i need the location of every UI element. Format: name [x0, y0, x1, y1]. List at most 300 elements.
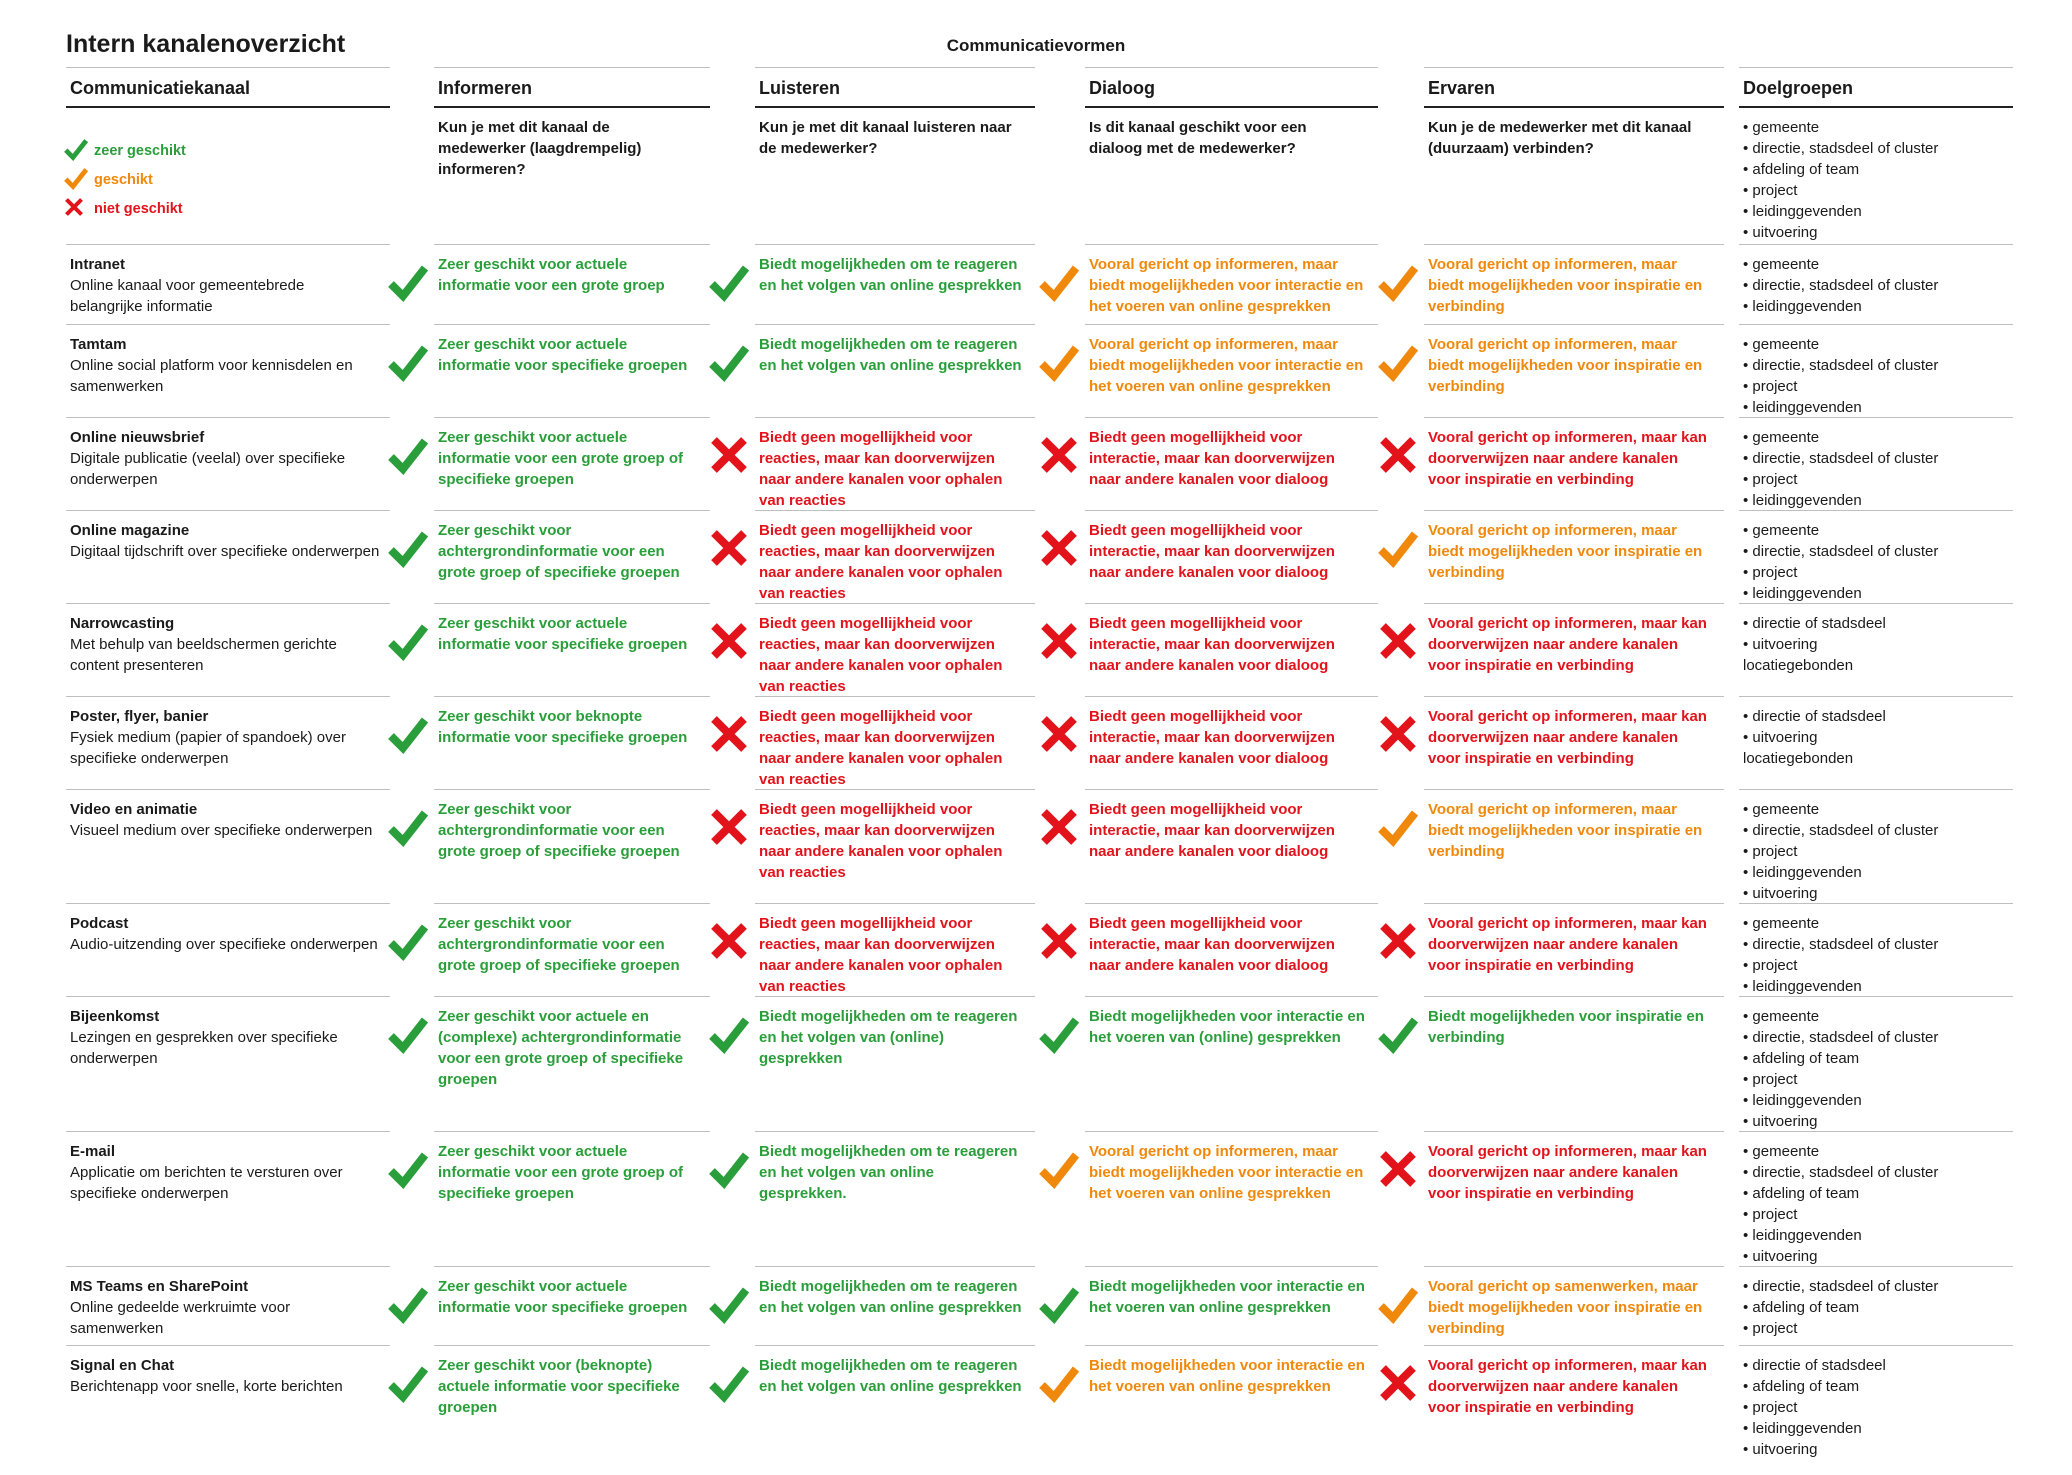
check-icon: [1378, 807, 1418, 852]
audience-item: • project: [1743, 471, 1798, 488]
group-header: Communicatievormen: [946, 36, 1126, 55]
assessment-text: Vooral gericht op informeren, maar kan doorverwijzen naar andere kanalen voor inspiratie en verbinding: [1428, 1357, 1707, 1416]
row-divider: [66, 789, 390, 790]
assessment-text: Biedt mogelijkheden voor inspiratie en verbinding: [1428, 1008, 1704, 1046]
assessment-text: Vooral gericht op informeren, maar kan doorverwijzen naar andere kanalen voor inspiratie en verbinding: [1428, 429, 1707, 488]
page-title: Intern kanalenoverzicht: [66, 30, 346, 58]
channel-name: Bijeenkomst: [70, 1008, 160, 1025]
audience-list: [1743, 1141, 2009, 1267]
check-icon: [1378, 1014, 1418, 1059]
audience-item: • gemeente: [1743, 256, 1820, 273]
assessment-text: Biedt mogelijkheden om te reageren en het volgen van online gesprekken: [759, 1357, 1022, 1395]
column-header: Doelgroepen: [1739, 67, 2013, 108]
cross-icon: [709, 435, 749, 480]
assessment-text: Vooral gericht op informeren, maar biedt mogelijkheden voor inspiratie en verbinding: [1428, 522, 1703, 581]
check-icon: [1378, 528, 1418, 573]
row-divider: [1739, 603, 2013, 604]
channel-name: Intranet: [70, 256, 126, 273]
row-divider: [434, 244, 710, 245]
assessment-text: Biedt geen mogellijkheid voor reacties, maar kan doorverwijzen naar andere kanalen voor ophalen van reacties: [759, 708, 1003, 788]
row-divider: [1424, 1345, 1724, 1346]
check-icon: [388, 807, 428, 852]
check-icon: [388, 714, 428, 759]
row-divider: [1085, 1266, 1378, 1267]
channel-row: [0, 603, 2072, 696]
check-icon: [388, 921, 428, 966]
audience-list: [1743, 520, 2009, 604]
column-header: Luisteren: [755, 67, 1035, 108]
audience-item: • leidinggevenden: [1743, 864, 1862, 881]
cross-icon: [1378, 435, 1418, 480]
row-divider: [434, 903, 710, 904]
cross-icon: [709, 528, 749, 573]
channel-cell: [70, 1141, 380, 1204]
legend: [64, 136, 186, 223]
cross-icon: [1039, 714, 1079, 759]
assessment-text: Biedt geen mogellijkheid voor interactie, maar kan doorverwijzen naar andere kanalen voor dialoog: [1089, 801, 1335, 860]
column-header: Dialoog: [1085, 67, 1378, 108]
channel-description: Audio-uitzending over specifieke onderwerpen: [70, 936, 378, 953]
row-divider: [434, 510, 710, 511]
audience-list: [1743, 254, 2009, 317]
channel-name: Online magazine: [70, 522, 190, 539]
audience-item: • gemeente: [1743, 429, 1820, 446]
assessment-text: Zeer geschikt voor actuele informatie voor specifieke groepen: [438, 615, 688, 653]
audience-item: • leidinggevenden: [1743, 1420, 1862, 1437]
audience-item: • afdeling of team: [1743, 1378, 1860, 1395]
check-icon: [64, 137, 94, 165]
audience-item: • leidinggevenden: [1743, 298, 1862, 315]
row-divider: [1424, 696, 1724, 697]
row-divider: [1085, 696, 1378, 697]
row-divider: [1085, 1345, 1378, 1346]
audience-item: • project: [1743, 1320, 1798, 1337]
channel-row: [0, 789, 2072, 903]
row-divider: [755, 324, 1035, 325]
channel-name: Poster, flyer, banier: [70, 708, 209, 725]
row-divider: [1739, 903, 2013, 904]
audience-item: • uitvoering: [1743, 885, 1818, 902]
row-divider: [1085, 789, 1378, 790]
cross-icon: [1039, 921, 1079, 966]
audience-item: • afdeling of team: [1743, 1050, 1860, 1067]
audience-item: • directie, stadsdeel of cluster: [1743, 1029, 1939, 1046]
row-divider: [434, 789, 710, 790]
assessment-text: Vooral gericht op informeren, maar kan doorverwijzen naar andere kanalen voor inspiratie en verbinding: [1428, 708, 1707, 767]
channel-name: Tamtam: [70, 336, 127, 353]
row-divider: [1085, 996, 1378, 997]
audience-item: • project: [1743, 957, 1798, 974]
assessment-text: Zeer geschikt voor achtergrondinformatie voor een grote groep of specifieke groepen: [438, 915, 680, 974]
channel-row: [0, 510, 2072, 603]
row-divider: [755, 244, 1035, 245]
assessment-text: Zeer geschikt voor actuele informatie voor specifieke groepen: [438, 336, 688, 374]
cross-icon: [1039, 621, 1079, 666]
channel-description: Berichtenapp voor snelle, korte berichten: [70, 1378, 343, 1395]
check-icon: [388, 1363, 428, 1408]
audience-item: • leidinggevenden: [1743, 585, 1862, 602]
channel-row: [0, 903, 2072, 996]
row-divider: [755, 996, 1035, 997]
row-divider: [1739, 244, 2013, 245]
audience-item: • uitvoering: [1743, 1113, 1818, 1130]
check-icon: [1378, 262, 1418, 307]
audience-item: • gemeente: [1743, 915, 1820, 932]
row-divider: [1739, 510, 2013, 511]
audience-item: • directie of stadsdeel: [1743, 615, 1886, 632]
assessment-text: Vooral gericht op informeren, maar kan doorverwijzen naar andere kanalen voor inspiratie en verbinding: [1428, 615, 1707, 674]
assessment-text: Vooral gericht op informeren, maar biedt mogelijkheden voor interactie en het voeren van online gesprekken: [1089, 256, 1364, 315]
channel-name: MS Teams en SharePoint: [70, 1278, 249, 1295]
row-divider: [66, 996, 390, 997]
assessment-text: Biedt mogelijkheden voor interactie en het voeren van online gesprekken: [1089, 1357, 1365, 1395]
row-divider: [755, 1131, 1035, 1132]
row-divider: [1739, 1266, 2013, 1267]
audience-item: • project: [1743, 378, 1798, 395]
audience-item: • project: [1743, 1206, 1798, 1223]
audience-item: • directie, stadsdeel of cluster: [1743, 450, 1939, 467]
cross-icon: [1039, 528, 1079, 573]
audience-item: • directie of stadsdeel: [1743, 1357, 1886, 1374]
assessment-text: Vooral gericht op samenwerken, maar biedt mogelijkheden voor inspiratie en verbinding: [1428, 1278, 1703, 1337]
audience-list: [1743, 1006, 2009, 1132]
row-divider: [1739, 789, 2013, 790]
channel-cell: [70, 334, 380, 397]
row-divider: [434, 1131, 710, 1132]
check-icon: [1039, 1284, 1079, 1329]
channel-row: [0, 324, 2072, 417]
check-icon: [709, 1363, 749, 1408]
audience-item: • uitvoering: [1743, 1441, 1818, 1458]
check-icon: [388, 262, 428, 307]
audience-list: [1743, 334, 2009, 418]
check-icon: [709, 1149, 749, 1194]
row-divider: [434, 996, 710, 997]
channel-description: Online gedeelde werkruimte voor samenwerken: [70, 1299, 291, 1337]
row-divider: [66, 696, 390, 697]
channel-cell: [70, 706, 380, 769]
column-question: Kun je de medewerker met dit kanaal (duurzaam) verbinden?: [1428, 119, 1692, 157]
audience-item: • directie, stadsdeel of cluster: [1743, 936, 1939, 953]
row-divider: [1424, 417, 1724, 418]
audience-item: • directie, stadsdeel of cluster: [1743, 277, 1939, 294]
row-divider: [1424, 510, 1724, 511]
audience-item: • directie, stadsdeel of cluster: [1743, 1164, 1939, 1181]
row-divider: [66, 903, 390, 904]
row-divider: [66, 417, 390, 418]
legend-item: [64, 136, 186, 165]
column-header: Informeren: [434, 67, 710, 108]
check-icon: [709, 1284, 749, 1329]
channel-description: Digitaal tijdschrift over specifieke onderwerpen: [70, 543, 380, 560]
column-question: Kun je met dit kanaal luisteren naar de medewerker?: [759, 119, 1012, 157]
channel-row: [0, 696, 2072, 789]
row-divider: [755, 903, 1035, 904]
assessment-text: Biedt mogelijkheden om te reageren en het volgen van online gesprekken: [759, 256, 1022, 294]
row-divider: [755, 1266, 1035, 1267]
channel-name: Video en animatie: [70, 801, 198, 818]
row-divider: [66, 244, 390, 245]
audience-item: • gemeente: [1743, 336, 1820, 353]
check-icon: [709, 1014, 749, 1059]
row-divider: [434, 1266, 710, 1267]
channel-name: Signal en Chat: [70, 1357, 175, 1374]
audience-item: • uitvoering: [1743, 1248, 1818, 1265]
check-icon: [388, 528, 428, 573]
cross-icon: [709, 621, 749, 666]
audience-item: • leidinggevenden: [1743, 1092, 1862, 1109]
row-divider: [1424, 1131, 1724, 1132]
channel-cell: [70, 427, 380, 490]
row-divider: [1085, 417, 1378, 418]
channel-description: Visueel medium over specifieke onderwerpen: [70, 822, 373, 839]
audience-item: • leidinggevenden: [1743, 492, 1862, 509]
assessment-text: Biedt geen mogellijkheid voor reacties, maar kan doorverwijzen naar andere kanalen voor ophalen van reacties: [759, 915, 1003, 995]
row-divider: [434, 696, 710, 697]
audience-item: • project: [1743, 843, 1798, 860]
check-icon: [388, 342, 428, 387]
check-icon: [1039, 1363, 1079, 1408]
assessment-text: Vooral gericht op informeren, maar kan doorverwijzen naar andere kanalen voor inspiratie en verbinding: [1428, 915, 1707, 974]
column-question: Is dit kanaal geschikt voor een dialoog met de medewerker?: [1089, 119, 1307, 157]
audience-item: • leidinggevenden: [1743, 1227, 1862, 1244]
row-divider: [1739, 1131, 2013, 1132]
assessment-text: Vooral gericht op informeren, maar biedt mogelijkheden voor inspiratie en verbinding: [1428, 801, 1703, 860]
row-divider: [755, 696, 1035, 697]
row-divider: [434, 1345, 710, 1346]
row-divider: [1085, 510, 1378, 511]
column-question: Kun je met dit kanaal de medewerker (laagdrempelig) informeren?: [438, 119, 642, 178]
row-divider: [66, 603, 390, 604]
row-divider: [66, 1266, 390, 1267]
row-divider: [1739, 417, 2013, 418]
channel-description: Digitale publicatie (veelal) over specifieke onderwerpen: [70, 450, 346, 488]
row-divider: [755, 417, 1035, 418]
cross-icon: [709, 714, 749, 759]
row-divider: [1085, 244, 1378, 245]
row-divider: [1739, 696, 2013, 697]
assessment-text: Biedt geen mogellijkheid voor interactie, maar kan doorverwijzen naar andere kanalen voor dialoog: [1089, 429, 1335, 488]
check-icon: [388, 1149, 428, 1194]
channel-cell: [70, 520, 380, 562]
audience-list: [1743, 427, 2009, 511]
assessment-text: Biedt geen mogellijkheid voor interactie, maar kan doorverwijzen naar andere kanalen voor dialoog: [1089, 522, 1335, 581]
channel-row: [0, 1266, 2072, 1345]
row-divider: [434, 324, 710, 325]
cross-icon: [1378, 714, 1418, 759]
channel-row: [0, 996, 2072, 1131]
channel-description: Lezingen en gesprekken over specifieke onderwerpen: [70, 1029, 338, 1067]
assessment-text: Zeer geschikt voor (beknopte) actuele informatie voor specifieke groepen: [438, 1357, 680, 1416]
cross-icon: [709, 807, 749, 852]
channel-cell: [70, 1006, 380, 1069]
assessment-text: Biedt geen mogellijkheid voor interactie, maar kan doorverwijzen naar andere kanalen voor dialoog: [1089, 615, 1335, 674]
audience-item: • afdeling of team: [1743, 1299, 1860, 1316]
assessment-text: Zeer geschikt voor beknopte informatie voor specifieke groepen: [438, 708, 688, 746]
row-divider: [1424, 996, 1724, 997]
audience-item: • uitvoering: [1743, 729, 1818, 746]
row-divider: [1424, 603, 1724, 604]
row-divider: [1739, 324, 2013, 325]
audience-item: • project: [1743, 564, 1798, 581]
assessment-text: Zeer geschikt voor achtergrondinformatie voor een grote groep of specifieke groepen: [438, 522, 680, 581]
channel-row: [0, 244, 2072, 324]
assessment-text: Biedt geen mogellijkheid voor reacties, maar kan doorverwijzen naar andere kanalen voor ophalen van reacties: [759, 522, 1003, 602]
cross-icon: [1039, 435, 1079, 480]
audience-item: • uitvoering: [1743, 224, 1818, 241]
row-divider: [66, 510, 390, 511]
assessment-text: Zeer geschikt voor actuele en (complexe) achtergrondinformatie voor een grote groep of specifieke groepen: [438, 1008, 684, 1088]
legend-label: niet geschikt: [94, 200, 183, 217]
row-divider: [66, 324, 390, 325]
audience-item: • uitvoering: [1743, 636, 1818, 653]
check-icon: [388, 1014, 428, 1059]
audience-item: • directie, stadsdeel of cluster: [1743, 357, 1939, 374]
channel-name: Podcast: [70, 915, 129, 932]
assessment-text: Vooral gericht op informeren, maar biedt mogelijkheden voor inspiratie en verbinding: [1428, 336, 1703, 395]
audience-list: [1743, 613, 2009, 676]
assessment-text: Vooral gericht op informeren, maar kan doorverwijzen naar andere kanalen voor inspiratie en verbinding: [1428, 1143, 1707, 1202]
legend-label: geschikt: [94, 171, 153, 188]
channel-cell: [70, 613, 380, 676]
assessment-text: Biedt mogelijkheden om te reageren en het volgen van (online) gesprekken: [759, 1008, 1018, 1067]
row-divider: [1085, 324, 1378, 325]
row-divider: [434, 417, 710, 418]
row-divider: [1424, 244, 1724, 245]
channel-description: Fysiek medium (papier of spandoek) over specifieke onderwerpen: [70, 729, 346, 767]
assessment-text: Zeer geschikt voor actuele informatie voor specifieke groepen: [438, 1278, 688, 1316]
check-icon: [1039, 1149, 1079, 1194]
assessment-text: Biedt geen mogellijkheid voor reacties, maar kan doorverwijzen naar andere kanalen voor ophalen van reacties: [759, 801, 1003, 881]
audience-item: • project: [1743, 1399, 1798, 1416]
channel-row: [0, 1345, 2072, 1475]
row-divider: [1739, 996, 2013, 997]
assessment-text: Zeer geschikt voor actuele informatie voor een grote groep of specifieke groepen: [438, 429, 684, 488]
audience-list: [1743, 1355, 2009, 1460]
audience-item: locatiegebonden: [1743, 750, 1854, 767]
assessment-text: Zeer geschikt voor actuele informatie voor een grote groep: [438, 256, 665, 294]
legend-item: [64, 194, 186, 223]
channel-cell: [70, 1355, 380, 1397]
row-divider: [1085, 1131, 1378, 1132]
audience-item: • project: [1743, 1071, 1798, 1088]
row-divider: [66, 1131, 390, 1132]
row-divider: [755, 603, 1035, 604]
channel-description: Met behulp van beeldschermen gerichte content presenteren: [70, 636, 337, 674]
assessment-text: Biedt mogelijkheden voor interactie en het voeren van online gesprekken: [1089, 1278, 1365, 1316]
column-header: Communicatiekanaal: [66, 67, 390, 108]
assessment-text: Zeer geschikt voor actuele informatie voor een grote groep of specifieke groepen: [438, 1143, 684, 1202]
row-divider: [1739, 1345, 2013, 1346]
audience-item: • directie, stadsdeel of cluster: [1743, 140, 1939, 157]
assessment-text: Biedt mogelijkheden om te reageren en het volgen van online gesprekken.: [759, 1143, 1018, 1202]
check-icon: [1378, 342, 1418, 387]
check-icon: [709, 342, 749, 387]
assessment-text: Biedt mogelijkheden voor interactie en het voeren van (online) gesprekken: [1089, 1008, 1365, 1046]
cross-icon: [64, 197, 94, 221]
row-divider: [1424, 324, 1724, 325]
channel-row: [0, 1131, 2072, 1266]
audience-list: [1743, 913, 2009, 997]
assessment-text: Biedt mogelijkheden om te reageren en het volgen van online gesprekken: [759, 336, 1022, 374]
check-icon: [388, 435, 428, 480]
cross-icon: [1378, 1363, 1418, 1408]
assessment-text: Zeer geschikt voor achtergrondinformatie voor een grote groep of specifieke groepen: [438, 801, 680, 860]
check-icon: [1039, 262, 1079, 307]
audience-item: • directie, stadsdeel of cluster: [1743, 822, 1939, 839]
audience-item: • directie, stadsdeel of cluster: [1743, 543, 1939, 560]
channel-description: Online social platform voor kennisdelen en samenwerken: [70, 357, 353, 395]
row-divider: [1085, 903, 1378, 904]
channel-description: Online kanaal voor gemeentebrede belangrijke informatie: [70, 277, 305, 315]
audience-item: • gemeente: [1743, 1008, 1820, 1025]
audience-item: locatiegebonden: [1743, 657, 1854, 674]
row-divider: [434, 603, 710, 604]
channel-cell: [70, 254, 380, 317]
assessment-text: Vooral gericht op informeren, maar biedt mogelijkheden voor interactie en het voeren van online gesprekken: [1089, 336, 1364, 395]
check-icon: [388, 1284, 428, 1329]
audience-item: • afdeling of team: [1743, 1185, 1860, 1202]
audience-item: • project: [1743, 182, 1798, 199]
assessment-text: Biedt geen mogellijkheid voor reacties, maar kan doorverwijzen naar andere kanalen voor ophalen van reacties: [759, 429, 1003, 509]
row-divider: [755, 789, 1035, 790]
audience-item: • leidinggevenden: [1743, 203, 1862, 220]
audience-item: • gemeente: [1743, 801, 1820, 818]
audience-item: • leidinggevenden: [1743, 399, 1862, 416]
check-icon: [709, 262, 749, 307]
check-icon: [388, 621, 428, 666]
assessment-text: Biedt geen mogellijkheid voor interactie, maar kan doorverwijzen naar andere kanalen voor dialoog: [1089, 915, 1335, 974]
channel-cell: [70, 913, 380, 955]
assessment-text: Biedt geen mogellijkheid voor reacties, maar kan doorverwijzen naar andere kanalen voor ophalen van reacties: [759, 615, 1003, 695]
cross-icon: [1378, 1149, 1418, 1194]
cross-icon: [1378, 621, 1418, 666]
assessment-text: Biedt geen mogellijkheid voor interactie, maar kan doorverwijzen naar andere kanalen voor dialoog: [1089, 708, 1335, 767]
channel-cell: [70, 1276, 380, 1339]
row-divider: [1085, 603, 1378, 604]
audience-item: • leidinggevenden: [1743, 978, 1862, 995]
check-icon: [1039, 342, 1079, 387]
header-audiences: [1743, 117, 1938, 243]
row-divider: [755, 510, 1035, 511]
cross-icon: [1039, 807, 1079, 852]
audience-item: • gemeente: [1743, 522, 1820, 539]
legend-item: [64, 165, 186, 194]
audience-item: • afdeling of team: [1743, 161, 1860, 178]
row-divider: [66, 1345, 390, 1346]
row-divider: [1424, 903, 1724, 904]
audience-item: • gemeente: [1743, 119, 1820, 136]
channel-name: E-mail: [70, 1143, 116, 1160]
audience-list: [1743, 1276, 2009, 1339]
assessment-text: Vooral gericht op informeren, maar biedt mogelijkheden voor interactie en het voeren van online gesprekken: [1089, 1143, 1364, 1202]
column-header: Ervaren: [1424, 67, 1724, 108]
audience-item: • directie of stadsdeel: [1743, 708, 1886, 725]
channel-row: [0, 417, 2072, 510]
channel-description: Applicatie om berichten te versturen over specifieke onderwerpen: [70, 1164, 343, 1202]
check-icon: [64, 166, 94, 194]
row-divider: [1424, 789, 1724, 790]
legend-label: zeer geschikt: [94, 142, 186, 159]
cross-icon: [709, 921, 749, 966]
channel-name: Narrowcasting: [70, 615, 175, 632]
channel-name: Online nieuwsbrief: [70, 429, 205, 446]
assessment-text: Vooral gericht op informeren, maar biedt mogelijkheden voor inspiratie en verbinding: [1428, 256, 1703, 315]
audience-item: • directie, stadsdeel of cluster: [1743, 1278, 1939, 1295]
check-icon: [1039, 1014, 1079, 1059]
audience-list: [1743, 799, 2009, 904]
channel-cell: [70, 799, 380, 841]
